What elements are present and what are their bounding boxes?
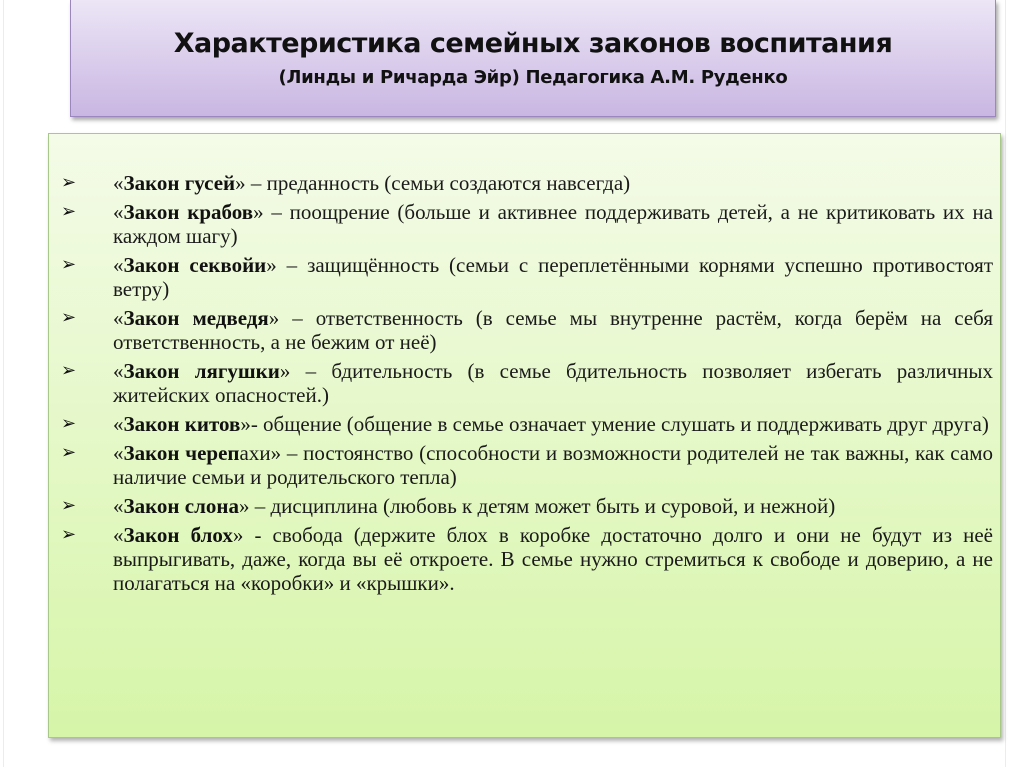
law-name: Закон секвойи: [123, 253, 267, 277]
list-item: ➢ «Закон лягушки» – бдительность (в семье бдительность позволяет избегать различных житейских опасностей.): [61, 359, 993, 407]
arrow-bullet-icon: ➢: [61, 307, 77, 328]
slide-right-edge: [1005, 0, 1006, 767]
law-description: – защищённость (семьи с переплетёнными корнями успешно противостоят ветру): [113, 253, 993, 301]
list-item: ➢ «Закон китов»- общение (общение в семье означает умение слушать и поддерживать друг друга): [61, 412, 989, 436]
list-item: ➢ «Закон медведя» – ответственность (в семье мы внутренне растём, когда берём на себя ответственность, а не бежим от неё): [61, 306, 993, 354]
list-item: ➢ «Закон крабов» – поощрение (больше и активнее поддерживать детей, а не критиковать их на каждом шагу): [61, 200, 993, 248]
law-name: Закон китов: [123, 412, 241, 436]
list-item: ➢ «Закон секвойи» – защищённость (семьи с переплетёнными корнями успешно противостоят ветру): [61, 253, 993, 301]
arrow-bullet-icon: ➢: [61, 495, 77, 516]
arrow-bullet-icon: ➢: [61, 524, 77, 545]
law-name: Закон череп: [123, 441, 240, 465]
law-name: Закон лягушки: [123, 359, 280, 383]
page-subtitle: (Линды и Ричарда Эйр) Педагогика А.М. Руденко: [278, 67, 788, 88]
arrow-bullet-icon: ➢: [61, 360, 77, 381]
arrow-bullet-icon: ➢: [61, 254, 77, 275]
list-item: ➢ «Закон блох» - свобода (держите блох в коробке достаточно долго и они не будут из неё выпрыгивать, даже, когда вы её откроете. В семье нужно стремиться к свободе и доверию, а не полагаться на «коробки» и «крышки».: [61, 523, 993, 595]
law-name: Закон гусей: [123, 171, 236, 195]
title-box: [70, 0, 996, 117]
law-description: – поощрение (больше и активнее поддерживать детей, а не критиковать их на каждом шагу): [113, 200, 993, 248]
law-name: Закон медведя: [123, 306, 269, 330]
page-title: Характеристика семейных законов воспитания: [173, 28, 893, 59]
arrow-bullet-icon: ➢: [61, 442, 77, 463]
law-description: – постоянство (способности и возможности родителей не так важны, как само наличие семьи и родительского тепла): [113, 441, 993, 489]
law-name: Закон крабов: [123, 200, 254, 224]
slide-left-edge: [3, 0, 4, 767]
law-description: – дисциплина (любовь к детям может быть и суровой, и нежной): [249, 494, 836, 518]
law-description: - общение (общение в семье означает умение слушать и поддерживать друг друга): [250, 412, 989, 436]
law-description: – ответственность (в семье мы внутренне растём, когда берём на себя ответственность, а не бежим от неё): [113, 306, 993, 354]
arrow-bullet-icon: ➢: [61, 413, 77, 434]
law-name: Закон слона: [123, 494, 239, 518]
law-description: - свобода (держите блох в коробке достаточно долго и они не будут из неё выпрыгивать, даже, когда вы её откроете. В семье нужно стремиться к свободе и доверию, а не полагаться на «коробки» и «крышки».: [113, 523, 993, 595]
list-item: ➢ «Закон гусей» – преданность (семьи создаются навсегда): [61, 171, 631, 195]
arrow-bullet-icon: ➢: [61, 201, 77, 222]
list-item: ➢ «Закон слона» – дисциплина (любовь к детям может быть и суровой, и нежной): [61, 494, 836, 518]
law-name: Закон блох: [123, 523, 233, 547]
laws-list: [61, 171, 993, 600]
law-description: – преданность (семьи создаются навсегда): [245, 171, 631, 195]
content-box: [48, 133, 1001, 738]
arrow-bullet-icon: ➢: [61, 172, 77, 193]
list-item: ➢ «Закон черепахи» – постоянство (способности и возможности родителей не так важны, как само наличие семьи и родительского тепла): [61, 441, 993, 489]
law-description: – бдительность (в семье бдительность позволяет избегать различных житейских опасностей.): [113, 359, 993, 407]
